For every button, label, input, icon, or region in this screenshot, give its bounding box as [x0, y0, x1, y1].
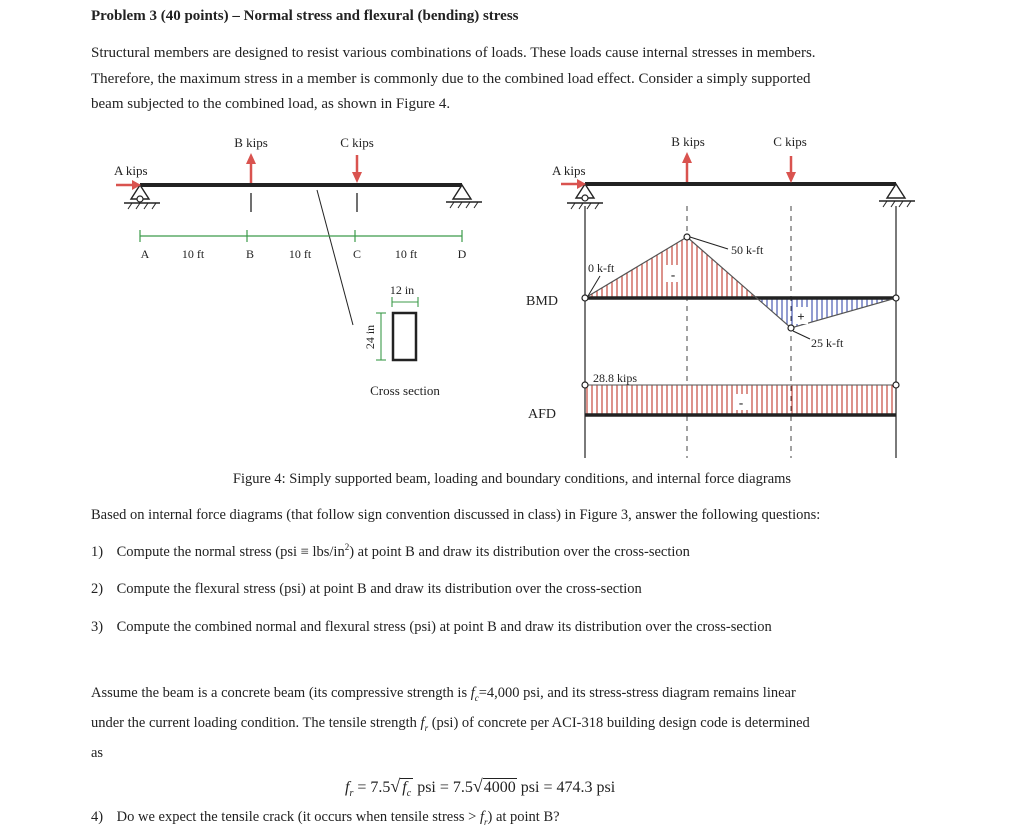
- formula-fc-symbol: f: [402, 779, 407, 796]
- section-callout-line: [317, 190, 353, 325]
- right-pin-support: [567, 184, 603, 209]
- right-load-c-label: C kips: [773, 134, 807, 149]
- formula-radicand-1: [400, 778, 413, 800]
- right-diagrams: [526, 134, 915, 458]
- question-2-text: Compute the flexural stress (psi) at point B and draw its distribution over the cross-section: [116, 581, 642, 597]
- cross-section-rect: [393, 313, 416, 360]
- afd-label: AFD: [527, 407, 557, 422]
- left-dimension-line: [140, 230, 462, 242]
- point-label-d: D: [457, 247, 467, 261]
- sqrt-sign-1-icon: √: [390, 776, 401, 796]
- tensile-strength-formula: [345, 776, 615, 799]
- section-width-label: 12 in: [389, 283, 415, 297]
- section-height-label: 24 in: [363, 324, 377, 350]
- right-axial-load-label: A kips: [552, 163, 586, 178]
- question-2-number: 2): [91, 581, 104, 597]
- left-beam-diagram: [114, 135, 482, 398]
- left-axial-load-label: A kips: [114, 163, 148, 178]
- question-3-number: 3): [91, 619, 104, 635]
- right-roller-support: [879, 184, 915, 207]
- cross-section-label: Cross section: [370, 383, 440, 398]
- assumption-text-1a: Assume the beam is a concrete beam (its compressive strength is: [91, 685, 471, 701]
- assumption-text-2b: (psi) of concrete per ACI-318 building design code is determined: [428, 714, 810, 731]
- question-3-text: Compute the combined normal and flexural stress (psi) at point B and draw its distribution over the cross-section: [116, 619, 772, 635]
- bmd-label: BMD: [526, 294, 558, 309]
- question-4-text-b: ) at point B?: [487, 809, 560, 825]
- span-label-ab: 10 ft: [181, 247, 205, 261]
- intro-line-1: Structural members are designed to resist various combinations of loads. These loads cause internal stresses in members.: [91, 45, 816, 61]
- assumption-text-1b: =4,000 psi, and its stress-stress diagram remains linear: [478, 685, 796, 701]
- question-4-fr-subscript: r: [483, 816, 488, 827]
- question-1-number: 1): [91, 543, 104, 560]
- question-4-number: 4): [91, 809, 104, 825]
- bmd-value-peak: 50 k-ft: [731, 243, 764, 257]
- left-load-b-label: B kips: [234, 135, 268, 150]
- fc-symbol: f: [470, 685, 475, 701]
- question-4-text-a: Do we expect the tensile crack (it occurs when tensile stress >: [116, 809, 480, 825]
- point-label-c: C: [352, 247, 362, 261]
- point-label-b: B: [245, 247, 255, 261]
- afd-sign-negative: -: [738, 395, 744, 410]
- bmd-value-zero: 0 k-ft: [588, 261, 615, 275]
- formula-result: psi = 474.3 psi: [516, 779, 616, 796]
- question-1-superscript: 2: [344, 542, 350, 552]
- assumption-line-2: [91, 711, 931, 741]
- formula-coefficient-1: = 7.5: [353, 779, 391, 796]
- assumption-line-1: [91, 681, 931, 711]
- formula-radicand-2: 4000: [483, 779, 516, 796]
- formula-fc-subscript: c: [406, 788, 412, 800]
- left-roller-support-d: [446, 185, 482, 208]
- question-3: [91, 619, 772, 636]
- question-4: [91, 809, 560, 827]
- left-pin-support-a: [124, 185, 160, 209]
- question-4-fr-symbol: f: [479, 809, 484, 825]
- assumption-paragraph: [91, 681, 931, 766]
- right-load-b-arrow: [682, 152, 692, 182]
- left-load-c-label: C kips: [340, 135, 374, 150]
- bmd-value-low: 25 k-ft: [811, 336, 844, 350]
- formula-fr-symbol: f: [345, 779, 350, 796]
- assumption-line-3: as: [91, 744, 104, 761]
- afd-value: 28.8 kips: [593, 371, 638, 385]
- questions-intro: Based on internal force diagrams (that follow sign convention discussed in class) in Figure 3, answer the following questions:: [91, 507, 821, 523]
- cross-section: [376, 297, 418, 360]
- right-load-c-arrow: [786, 156, 796, 183]
- sqrt-sign-2-icon: √: [472, 776, 483, 796]
- assumption-text-2a: under the current loading condition. The tensile strength: [91, 714, 421, 731]
- intro-line-3: beam subjected to the combined load, as shown in Figure 4.: [91, 96, 451, 112]
- question-1-text-b: ) at point B and draw its distribution over the cross-section: [349, 543, 690, 560]
- question-1-text-a: Compute the normal stress (psi ≡ lbs/in: [116, 543, 345, 560]
- fr-subscript: r: [424, 722, 429, 733]
- point-label-a: A: [140, 247, 150, 261]
- bmd-sign-negative: -: [670, 267, 676, 282]
- left-load-c-arrow: [352, 155, 362, 183]
- span-label-cd: 10 ft: [394, 247, 418, 261]
- fr-symbol: f: [420, 714, 425, 731]
- fc-subscript: c: [474, 692, 479, 703]
- span-label-bc: 10 ft: [288, 247, 312, 261]
- left-load-b-arrow: [246, 153, 256, 183]
- right-load-b-label: B kips: [671, 134, 705, 149]
- formula-fr-subscript: r: [349, 788, 354, 800]
- bmd-positive-region: [757, 298, 896, 328]
- formula-middle: psi = 7.5: [413, 779, 473, 796]
- bmd-sign-positive: +: [797, 309, 805, 324]
- question-2: [91, 581, 642, 598]
- problem-title: Problem 3 (40 points) – Normal stress and flexural (bending) stress: [91, 8, 519, 24]
- question-1: [91, 542, 690, 561]
- figure-caption: Figure 4: Simply supported beam, loading and boundary conditions, and internal force diagrams: [232, 471, 792, 487]
- intro-line-2: Therefore, the maximum stress in a member is commonly due to the combined load effect. Consider a simply supported: [91, 70, 811, 87]
